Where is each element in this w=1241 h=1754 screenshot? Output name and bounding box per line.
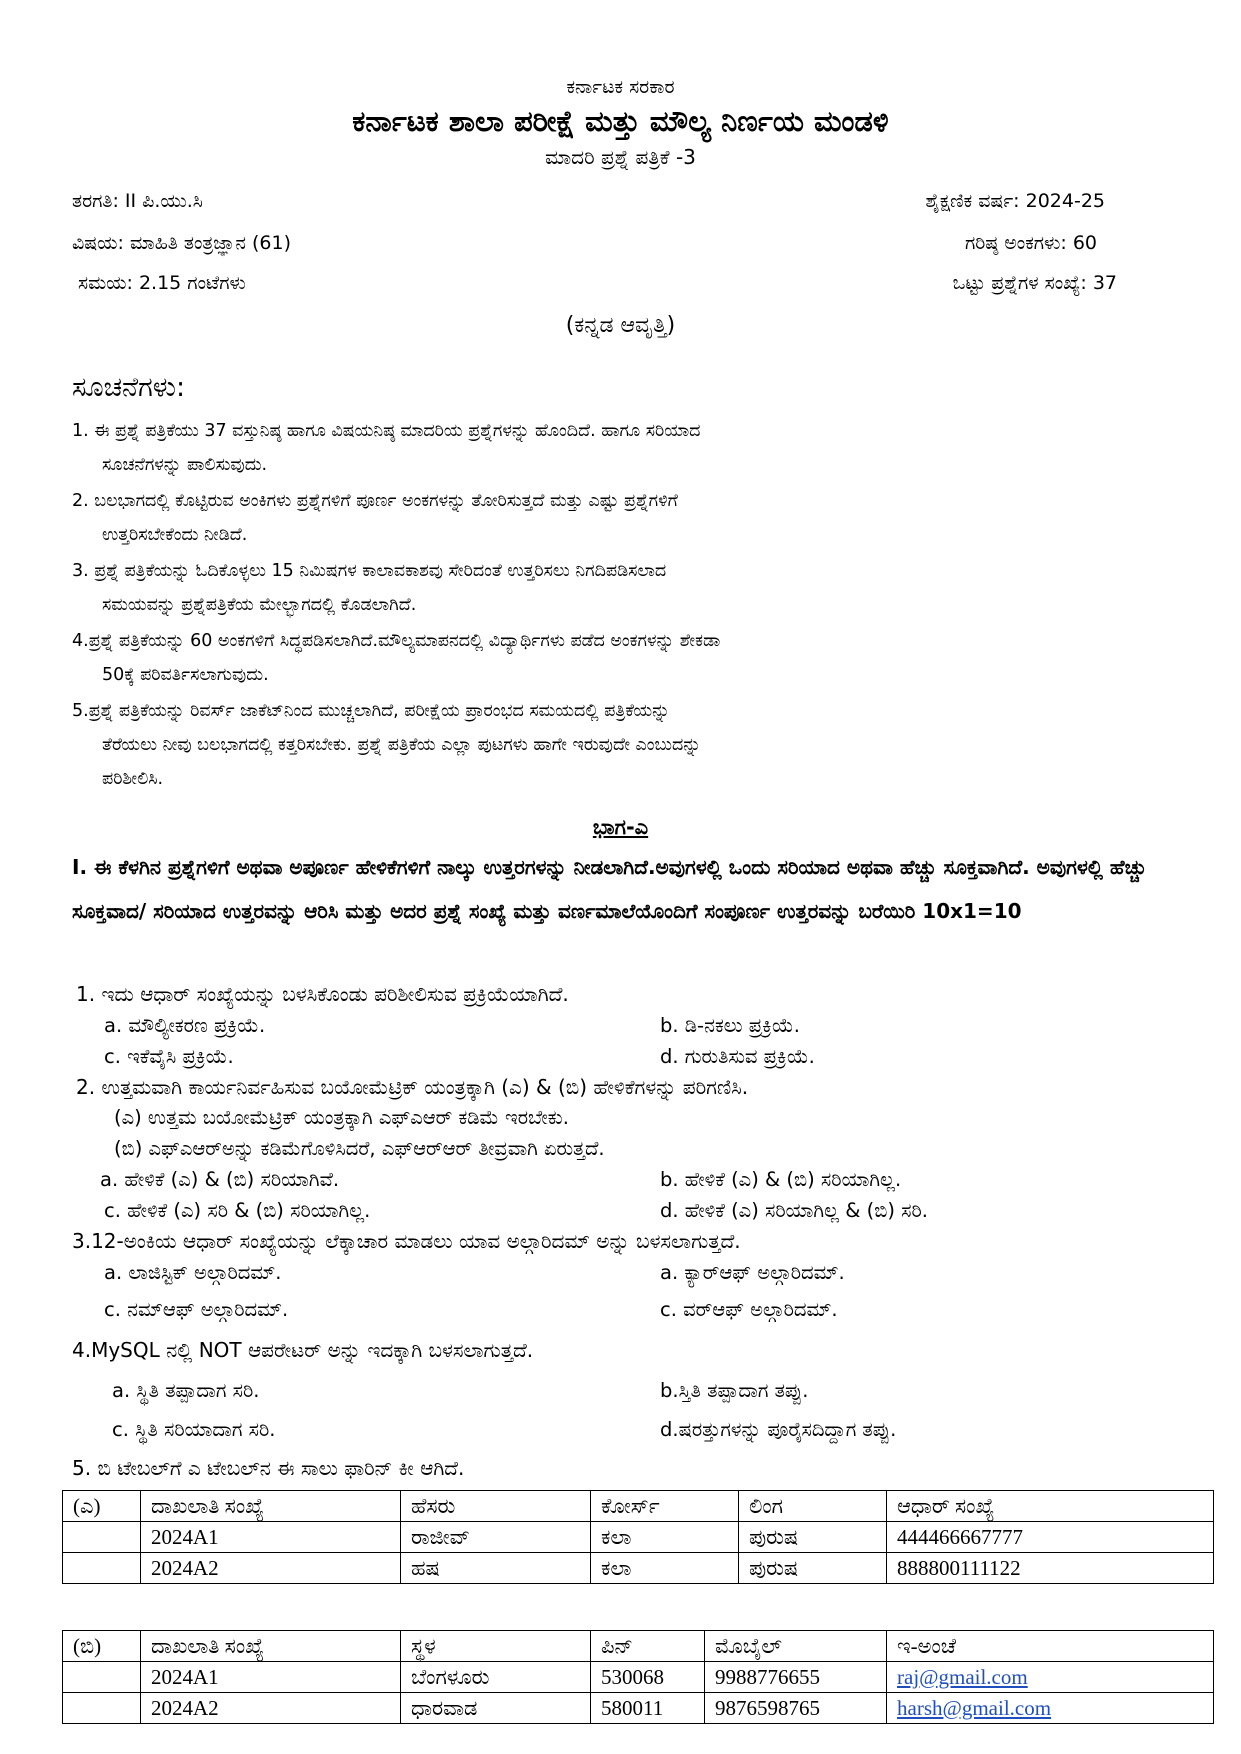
- table-cell: 888800111122: [887, 1553, 1214, 1584]
- table-cell: ಧಾರವಾಡ: [401, 1693, 591, 1724]
- option-b: b. ಹೇಳಿಕೆ (ಎ) & (ಬಿ) ಸರಿಯಾಗಿಲ್ಲ.: [660, 1168, 902, 1191]
- board-title: ಕರ್ನಾಟಕ ಶಾಲಾ ಪರೀಕ್ಷೆ ಮತ್ತು ಮೌಲ್ಯ ನಿರ್ಣಯ ಮಂಡಳಿ: [352, 104, 889, 138]
- option-a: a. ಸ್ಥಿತಿ ತಪ್ಪಾದಾಗ ಸರಿ.: [112, 1379, 260, 1402]
- table-header-cell: ಹೆಸರು: [401, 1491, 591, 1522]
- table-cell: ರಾಜೀವ್: [401, 1522, 591, 1553]
- table-cell: 444466667777: [887, 1522, 1214, 1553]
- table-header-cell: ಇ-ಅಂಚೆ: [887, 1631, 1214, 1662]
- table-cell: 580011: [591, 1693, 705, 1724]
- option-d: d.ಷರತ್ತುಗಳನ್ನು ಪೂರೈಸದಿದ್ದಾಗ ತಪ್ಪು.: [660, 1418, 897, 1441]
- instruction-line: 2. ಬಲಭಾಗದಲ್ಲಿ ಕೊಟ್ಟಿರುವ ಅಂಕಿಗಳು ಪ್ರಶ್ನೆಗಳಿಗೆ ಪೂರ್ಣ ಅಂಕಗಳನ್ನು ತೋರಿಸುತ್ತದೆ ಮತ್ತು ಎಷ್ಟು ಪ್ರಶ್ನೆಗಳಿಗೆ: [72, 491, 678, 511]
- instruction-item-2: [72, 484, 1172, 552]
- instruction-line: ಸಮಯವನ್ನು ಪ್ರಶ್ನೆಪತ್ರಿಕೆಯ ಮೇಲ್ಭಾಗದಲ್ಲಿ ಕೊಡಲಾಗಿದೆ.: [102, 595, 417, 615]
- option-b: a. ಕ್ಯಾರ್‌ಆಫ್ ಅಲ್ಗಾರಿದಮ್.: [660, 1261, 845, 1284]
- table-header-cell: ಆಧಾರ್ ಸಂಖ್ಯೆ: [887, 1491, 1214, 1522]
- academic-year: ಶೈಕ್ಷಣಿಕ ವರ್ಷ: 2024-25: [925, 190, 1105, 212]
- option-a: a. ಮೌಲ್ಯೀಕರಣ ಪ್ರಕ್ರಿಯೆ.: [104, 1014, 266, 1037]
- table-header-row: [63, 1631, 1214, 1662]
- question-2: 2. ಉತ್ತಮವಾಗಿ ಕಾರ್ಯನಿರ್ವಹಿಸುವ ಬಯೋಮೆಟ್ರಿಕ್ ಯಂತ್ರಕ್ಕಾಗಿ (ಎ) & (ಬಿ) ಹೇಳಿಕೆಗಳನ್ನು ಪರಿಗಣಿಸಿ.: [76, 1075, 749, 1099]
- instruction-item-1: [72, 414, 1172, 482]
- table-row: [63, 1553, 1214, 1584]
- table-cell: [887, 1662, 1214, 1693]
- table-header-row: [63, 1491, 1214, 1522]
- question-5: 5. ಬಿ ಟೇಬಲ್‌ಗೆ ಎ ಟೇಬಲ್‌ನ ಈ ಸಾಲು ಫಾರಿನ್ ಕೀ ಆಗಿದೆ.: [72, 1456, 465, 1480]
- option-c: c. ನಮ್‌ಆಫ್ ಅಲ್ಗಾರಿದಮ್.: [104, 1298, 289, 1321]
- option-b: b.ಸ್ತಿತಿ ತಪ್ಪಾದಾಗ ತಪ್ಪು.: [660, 1379, 809, 1402]
- email-link[interactable]: raj@gmail.com: [897, 1664, 1028, 1689]
- table-cell: ಕಲಾ: [591, 1522, 739, 1553]
- instruction-item-4: [72, 624, 1172, 692]
- table-cell: 530068: [591, 1662, 705, 1693]
- table-row: [63, 1693, 1214, 1724]
- section-instruction: I. ಈ ಕೆಳಗಿನ ಪ್ರಶ್ನೆಗಳಿಗೆ ಅಥವಾ ಅಪೂರ್ಣ ಹೇಳಿಕೆಗಳಿಗೆ ನಾಲ್ಕು ಉತ್ತರಗಳನ್ನು ನೀಡಲಾಗಿದೆ.ಅವುಗಳಲ್ಲಿ ಒಂದು ಸರಿಯಾದ ಅಥವಾ ಹೆಚ್ಚು ಸೂಕ್ತವಾಗಿದೆ. ಅವುಗಳಲ್ಲಿ ಹೆಚ್ಚು ಸೂಕ್ತವಾದ/ ಸರಿಯಾದ ಉತ್ತರವನ್ನು ಆರಿಸಿ ಮತ್ತು ಅದರ ಪ್ರಶ್ನೆ ಸಂಖ್ಯೆ ಮತ್ತು ವರ್ಣಮಾಲೆಯೊಂದಿಗೆ ಸಂಪೂರ್ಣ ಉತ್ತರವನ್ನು ಬರೆಯಿರಿ 10x1=10: [72, 855, 1147, 923]
- table-header-cell: ದಾಖಲಾತಿ ಸಂಖ್ಯೆ: [141, 1631, 401, 1662]
- table-row: [63, 1662, 1214, 1693]
- table-cell: 2024A2: [141, 1693, 401, 1724]
- table-cell: 2024A2: [141, 1553, 401, 1584]
- table-header-cell: ಕೋರ್ಸ್: [591, 1491, 739, 1522]
- table-cell: ಪುರುಷ: [739, 1522, 887, 1553]
- instruction-item-3: [72, 554, 1172, 622]
- statement-b: (ಬಿ) ಎಫ್ಎಆರ್‌ಅನ್ನು ಕಡಿಮೆಗೊಳಿಸಿದರೆ, ಎಫ್‌ಆರ್‌ಆರ್ ತೀವ್ರವಾಗಿ ಏರುತ್ತದೆ.: [114, 1137, 605, 1160]
- table-header-cell: ಪಿನ್: [591, 1631, 705, 1662]
- instruction-line: ಪರಿಶೀಲಿಸಿ.: [102, 769, 164, 789]
- table-header-cell: ಲಿಂಗ: [739, 1491, 887, 1522]
- instruction-line: 1. ಈ ಪ್ರಶ್ನೆ ಪತ್ರಿಕೆಯು 37 ವಸ್ತುನಿಷ್ಠ ಹಾಗೂ ವಿಷಯನಿಷ್ಠ ಮಾದರಿಯ ಪ್ರಶ್ನೆಗಳನ್ನು ಹೊಂದಿದೆ. ಹಾಗೂ ಸರಿಯಾದ: [72, 421, 701, 441]
- table-cell: ಹಷ: [401, 1553, 591, 1584]
- option-c: c. ಸ್ಥಿತಿ ಸರಿಯಾದಾಗ ಸರಿ.: [112, 1418, 276, 1441]
- table-cell: ಕಲಾ: [591, 1553, 739, 1584]
- option-d: d. ಗುರುತಿಸುವ ಪ್ರಕ್ರಿಯೆ.: [660, 1045, 815, 1068]
- table-cell: [63, 1662, 141, 1693]
- table-cell: 2024A1: [141, 1662, 401, 1693]
- max-marks: ಗರಿಷ್ಠ ಅಂಕಗಳು: 60: [964, 232, 1097, 254]
- instructions-heading: ಸೂಚನೆಗಳು:: [72, 372, 186, 403]
- table-header-cell: ದಾಖಲಾತಿ ಸಂಖ್ಯೆ: [141, 1491, 401, 1522]
- total-questions: ಒಟ್ಟು ಪ್ರಶ್ನೆಗಳ ಸಂಖ್ಯೆ: 37: [952, 272, 1117, 294]
- table-header-cell: (ಬಿ): [63, 1631, 141, 1662]
- option-d: c. ವರ್‌ಆಫ್ ಅಲ್ಗಾರಿದಮ್.: [660, 1298, 838, 1321]
- instruction-line: 50ಕ್ಕೆ ಪರಿವರ್ತಿಸಲಾಗುವುದು.: [102, 665, 269, 685]
- table-header-cell: ಸ್ಥಳ: [401, 1631, 591, 1662]
- version-label: (ಕನ್ನಡ ಆವೃತ್ತಿ): [565, 313, 676, 338]
- instruction-line: ತೆರೆಯಲು ನೀವು ಬಲಭಾಗದಲ್ಲಿ ಕತ್ತರಿಸಬೇಕು. ಪ್ರಶ್ನೆ ಪತ್ರಿಕೆಯ ಎಲ್ಲಾ ಪುಟಗಳು ಹಾಗೇ ಇರುವುದೇ ಎಂಬುದನ್ನು: [102, 735, 701, 755]
- option-a: a. ಹೇಳಿಕೆ (ಎ) & (ಬಿ) ಸರಿಯಾಗಿವೆ.: [100, 1168, 340, 1191]
- class-label: ತರಗತಿ: II ಪಿ.ಯು.ಸಿ: [72, 190, 203, 212]
- option-c: c. ಇಕೆವೈಸಿ ಪ್ರಕ್ರಿಯೆ.: [104, 1045, 234, 1068]
- instruction-line: ಉತ್ತರಿಸಬೇಕೆಂದು ನೀಡಿದೆ.: [102, 525, 248, 545]
- table-cell: 9988776655: [705, 1662, 887, 1693]
- table-cell: [887, 1693, 1214, 1724]
- option-b: b. ಡಿ-ನಕಲು ಪ್ರಕ್ರಿಯೆ.: [660, 1014, 800, 1037]
- instruction-line: ಸೂಚನೆಗಳನ್ನು ಪಾಲಿಸುವುದು.: [102, 455, 268, 475]
- student-table-b: [62, 1630, 1214, 1724]
- instruction-item-5: [72, 694, 1172, 796]
- instruction-line: 5.ಪ್ರಶ್ನೆ ಪತ್ರಿಕೆಯನ್ನು ರಿವರ್ಸ್ ಜಾಕೆಟ್‌ನಿಂದ ಮುಚ್ಚಲಾಗಿದೆ, ಪರೀಕ್ಷೆಯ ಪ್ರಾರಂಭದ ಸಮಯದಲ್ಲಿ ಪತ್ರಿಕೆಯನ್ನು: [72, 701, 670, 721]
- statement-a: (ಎ) ಉತ್ತಮ ಬಯೋಮೆಟ್ರಿಕ್ ಯಂತ್ರಕ್ಕಾಗಿ ಎಫ್ಎಆರ್ ಕಡಿಮೆ ಇರಬೇಕು.: [114, 1106, 569, 1129]
- time-label: ಸಮಯ: 2.15 ಗಂಟೆಗಳು: [78, 272, 246, 294]
- option-c: c. ಹೇಳಿಕೆ (ಎ) ಸರಿ & (ಬಿ) ಸರಿಯಾಗಿಲ್ಲ.: [104, 1199, 371, 1222]
- instruction-line: 4.ಪ್ರಶ್ನೆ ಪತ್ರಿಕೆಯನ್ನು 60 ಅಂಕಗಳಿಗೆ ಸಿದ್ಧಪಡಿಸಲಾಗಿದೆ.ಮೌಲ್ಯಮಾಪನದಲ್ಲಿ ವಿದ್ಯಾರ್ಥಿಗಳು ಪಡೆದ ಅಂಕಗಳನ್ನು ಶೇಕಡಾ: [72, 631, 721, 651]
- table-cell: [63, 1522, 141, 1553]
- question-3: 3.12-ಅಂಕಿಯ ಆಧಾರ್ ಸಂಖ್ಯೆಯನ್ನು ಲೆಕ್ಕಾಚಾರ ಮಾಡಲು ಯಾವ ಅಲ್ಗಾರಿದಮ್ ಅನ್ನು ಬಳಸಲಾಗುತ್ತದೆ.: [72, 1229, 741, 1253]
- table-header-cell: (ಎ): [63, 1491, 141, 1522]
- question-1: 1. ಇದು ಆಧಾರ್ ಸಂಖ್ಯೆಯನ್ನು ಬಳಸಿಕೊಂಡು ಪರಿಶೀಲಿಸುವ ಪ್ರಕ್ರಿಯೆಯಾಗಿದೆ.: [76, 982, 569, 1006]
- email-link[interactable]: harsh@gmail.com: [897, 1695, 1052, 1720]
- option-a: a. ಲಾಜಿಸ್ಟಿಕ್ ಅಲ್ಗಾರಿದಮ್.: [104, 1261, 282, 1284]
- paper-title: ಮಾದರಿ ಪ್ರಶ್ನೆ ಪತ್ರಿಕೆ -3: [545, 145, 696, 169]
- instruction-line: 3. ಪ್ರಶ್ನೆ ಪತ್ರಿಕೆಯನ್ನು ಓದಿಕೊಳ್ಳಲು 15 ನಿಮಿಷಗಳ ಕಾಲಾವಕಾಶವು ಸೇರಿದಂತೆ ಉತ್ತರಿಸಲು ನಿಗದಿಪಡಿಸಲಾದ: [72, 561, 667, 581]
- table-header-cell: ಮೊಬೈಲ್: [705, 1631, 887, 1662]
- table-cell: 9876598765: [705, 1693, 887, 1724]
- question-4: 4.MySQL ನಲ್ಲಿ NOT ಆಪರೇಟರ್ ಅನ್ನು ಇದಕ್ಕಾಗಿ ಬಳಸಲಾಗುತ್ತದೆ.: [72, 1338, 534, 1362]
- student-table-a: [62, 1490, 1214, 1584]
- table-cell: [63, 1693, 141, 1724]
- table-cell: ಪುರುಷ: [739, 1553, 887, 1584]
- table-cell: [63, 1553, 141, 1584]
- table-cell: ಬೆಂಗಳೂರು: [401, 1662, 591, 1693]
- subject-label: ವಿಷಯ: ಮಾಹಿತಿ ತಂತ್ರಜ್ಞಾನ (61): [72, 232, 291, 254]
- government-label: ಕರ್ನಾಟಕ ಸರಕಾರ: [566, 76, 675, 98]
- part-a-title: ಭಾಗ-ಎ: [592, 815, 649, 839]
- option-d: d. ಹೇಳಿಕೆ (ಎ) ಸರಿಯಾಗಿಲ್ಲ & (ಬಿ) ಸರಿ.: [660, 1199, 929, 1222]
- table-row: [63, 1522, 1214, 1553]
- table-cell: 2024A1: [141, 1522, 401, 1553]
